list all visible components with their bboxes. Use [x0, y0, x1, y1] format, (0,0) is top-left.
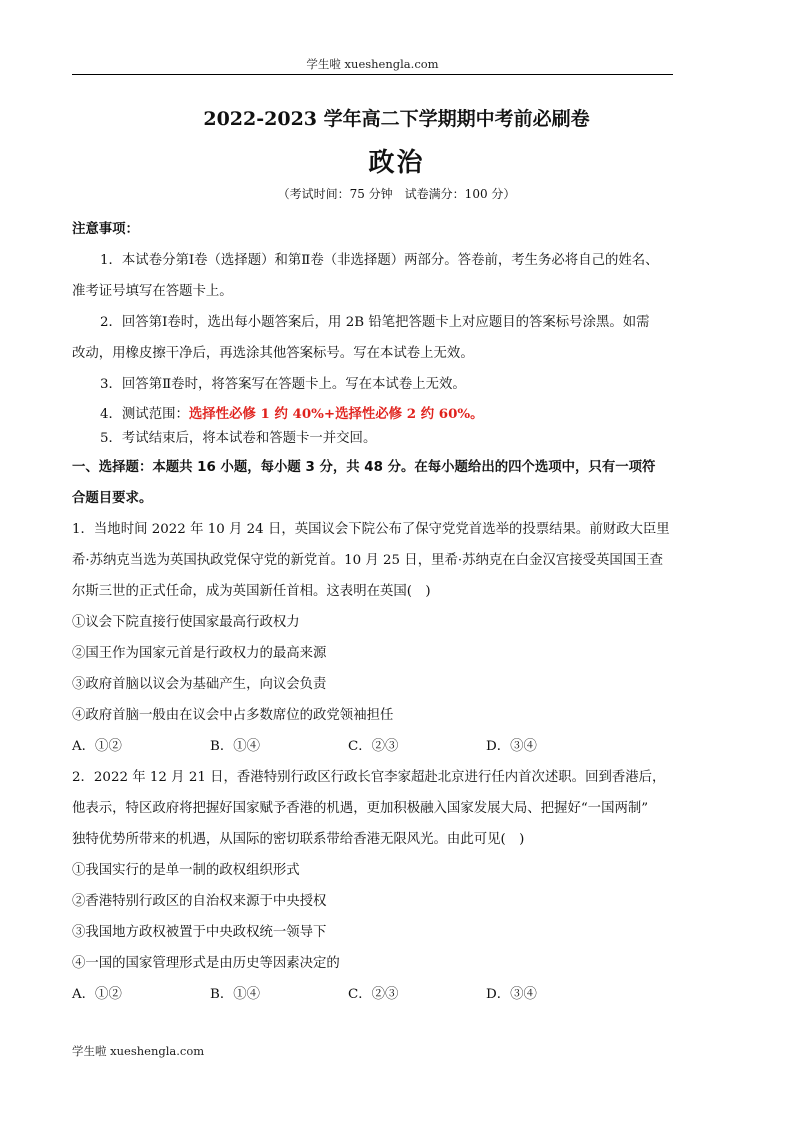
section-heading-line-2: 合题目要求。	[72, 491, 153, 506]
notice-heading: 注意事项：	[72, 222, 139, 237]
q2-stem-line-1: 2．2022 年 12 月 21 日，香港特别行政区行政长官李家超赴北京进行任内首次述职。回到香港后，	[72, 770, 666, 785]
q2-statement-1: ①我国实行的是单一制的政权组织形式	[72, 863, 300, 878]
notice-item-4	[100, 403, 721, 422]
notice-item-1-line-1: 1．本试卷分第Ⅰ卷（选择题）和第Ⅱ卷（非选择题）两部分。答卷前，考生务必将自己的姓名、	[100, 253, 659, 268]
q2-stem-line-3: 独特优势所带来的机遇，从国际的密切联系带给香港无限风光。由此可见( )	[72, 832, 525, 847]
section-heading-line-1: 一、选择题：本题共 16 小题，每小题 3 分，共 48 分。在每小题给出的四个选项中，只有一项符	[72, 460, 656, 475]
q1-stem-line-2: 希·苏纳克当选为英国执政党保守党的新党首。10 月 25 日，里希·苏纳克在白金汉宫接受英国国王查	[72, 553, 663, 568]
subject-title: 政治	[368, 148, 425, 178]
q1-statement-2: ②国王作为国家元首是行政权力的最高来源	[72, 646, 327, 661]
notice-item-2-line-1: 2．回答第Ⅰ卷时，选出每小题答案后，用 2B 铅笔把答题卡上对应题目的答案标号涂黑。如需	[100, 315, 650, 330]
exam-info: （考试时间：75 分钟 试卷满分：100 分）	[277, 187, 516, 201]
q1-option-a: A．①②	[72, 739, 122, 754]
q2-option-d: D．③④	[486, 987, 537, 1002]
q2-option-a: A．①②	[72, 987, 122, 1002]
q1-stem-line-3: 尔斯三世的正式任命，成为英国新任首相。这表明在英国( )	[72, 584, 431, 599]
q1-option-c: C．②③	[348, 739, 399, 754]
notice-item-1-line-2: 准考证号填写在答题卡上。	[72, 284, 233, 299]
q1-statement-1: ①议会下院直接行使国家最高行政权力	[72, 615, 300, 630]
q1-stem-line-1: 1．当地时间 2022 年 10 月 24 日，英国议会下院公布了保守党党首选举的投票结果。前财政大臣里	[72, 522, 670, 537]
q2-option-c: C．②③	[348, 987, 399, 1002]
q2-stem-line-2: 他表示，特区政府将把握好国家赋予香港的机遇，更加积极融入国家发展大局、把握好“一国两制”	[72, 801, 649, 816]
q2-statement-3: ③我国地方政权被置于中央政权统一领导下	[72, 925, 327, 940]
q2-option-b: B．①④	[210, 987, 261, 1002]
paper-title: 2022-2023 学年高二下学期期中考前必刷卷	[203, 108, 590, 130]
notice-item-2-line-2: 改动，用橡皮擦干净后，再选涂其他答案标号。写在本试卷上无效。	[72, 346, 474, 361]
q2-statement-4: ④一国的国家管理形式是由历史等因素决定的	[72, 956, 340, 971]
notice-item-3: 3．回答第Ⅱ卷时，将答案写在答题卡上。写在本试卷上无效。	[100, 377, 466, 392]
notice-item-4-prefix: 4．测试范围：	[100, 407, 189, 422]
q1-statement-3: ③政府首脑以议会为基础产生，向议会负责	[72, 677, 327, 692]
q1-statement-4: ④政府首脑一般由在议会中占多数席位的政党领袖担任	[72, 708, 394, 723]
q1-option-d: D．③④	[486, 739, 537, 754]
q1-option-b: B．①④	[210, 739, 261, 754]
notice-item-5: 5．考试结束后，将本试卷和答题卡一并交回。	[100, 431, 377, 446]
header-rule	[72, 74, 673, 75]
test-range: 选择性必修 1 约 40%+选择性必修 2 约 60%。	[188, 406, 484, 422]
q2-statement-2: ②香港特别行政区的自治权来源于中央授权	[72, 894, 327, 909]
page-header: 学生啦 xueshengla.com	[306, 57, 439, 71]
page-footer: 学生啦 xueshengla.com	[72, 1044, 205, 1058]
